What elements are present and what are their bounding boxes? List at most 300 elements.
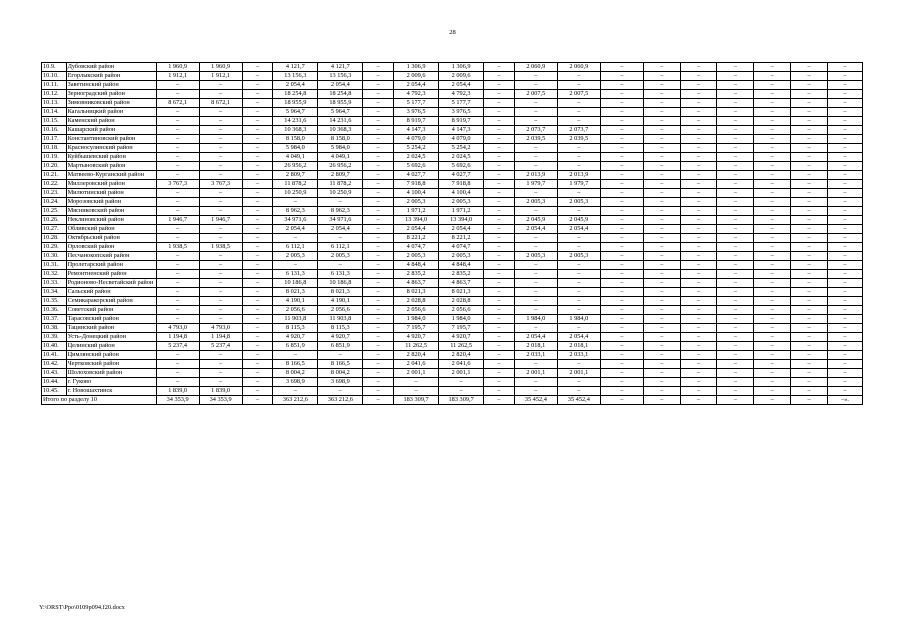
row-value-cell: 2 054,4 [439,81,484,90]
row-value-cell: – [643,270,680,279]
row-value-cell: – [156,306,199,315]
row-value-cell: – [643,171,680,180]
row-value-cell: – [717,144,754,153]
row-code: 10.36. [42,306,67,315]
row-value-cell: – [791,351,828,360]
row-value-cell: – [363,108,394,117]
row-value-cell: 10 250,9 [273,189,318,198]
row-code: 10.44. [42,378,67,387]
table-row [42,306,863,315]
row-district-name: Тарасовский район [66,315,156,324]
row-value-cell: – [828,63,863,72]
row-value-cell: – [600,216,643,225]
row-value-cell: – [242,162,273,171]
row-value-cell: – [791,207,828,216]
row-value-cell: 1 984,0 [394,315,439,324]
table-row [42,189,863,198]
row-value-cell: – [156,315,199,324]
row-district-name: Семикаракорский район [66,297,156,306]
row-value-cell: – [242,171,273,180]
row-value-cell: – [514,81,557,90]
row-value-cell: – [484,315,515,324]
row-value-cell: 2 056,6 [394,306,439,315]
row-code: 10.33. [42,279,67,288]
row-value-cell: – [600,306,643,315]
row-value-cell: 1 306,9 [439,63,484,72]
row-value-cell: 6 131,3 [273,270,318,279]
budget-table [41,62,863,405]
row-value-cell: 10 250,9 [318,189,363,198]
row-value-cell: – [242,81,273,90]
row-value-cell: 1 194,8 [199,333,242,342]
row-value-cell: – [557,99,600,108]
row-value-cell: – [643,243,680,252]
row-value-cell: – [484,225,515,234]
row-code: 10.10. [42,72,67,81]
row-value-cell: 11 903,8 [273,315,318,324]
row-value-cell: 2 001,1 [557,369,600,378]
row-value-cell: – [754,99,791,108]
row-value-cell: – [643,306,680,315]
row-value-cell: 34 971,6 [318,216,363,225]
row-value-cell: 1 938,5 [199,243,242,252]
row-district-name: Орловский район [66,243,156,252]
row-code: 10.17. [42,135,67,144]
row-value-cell: – [680,297,717,306]
total-value-cell: – [754,396,791,405]
row-value-cell: – [363,225,394,234]
row-value-cell: – [754,108,791,117]
row-value-cell: – [242,207,273,216]
row-value-cell: – [717,117,754,126]
row-code: 10.16. [42,126,67,135]
row-value-cell: – [484,387,515,396]
row-value-cell: – [600,126,643,135]
row-value-cell: – [557,324,600,333]
row-value-cell: – [828,144,863,153]
row-value-cell: – [484,288,515,297]
row-value-cell: 2 073,7 [514,126,557,135]
row-code: 10.29. [42,243,67,252]
row-district-name: Каменский район [66,117,156,126]
row-value-cell: – [791,297,828,306]
row-value-cell: – [484,180,515,189]
row-value-cell: – [754,225,791,234]
row-code: 10.41. [42,351,67,360]
row-value-cell: 4 079,0 [394,135,439,144]
row-value-cell: – [484,135,515,144]
row-value-cell: – [643,369,680,378]
row-value-cell: – [156,81,199,90]
table-row [42,270,863,279]
row-value-cell: 4 190,1 [273,297,318,306]
row-value-cell: 5 692,6 [439,162,484,171]
row-value-cell: – [363,171,394,180]
row-value-cell: – [754,342,791,351]
row-value-cell: – [600,387,643,396]
row-value-cell: 2 005,3 [557,252,600,261]
row-code: 10.21. [42,171,67,180]
row-district-name: Заветинский район [66,81,156,90]
row-value-cell: 2 045,9 [557,216,600,225]
row-value-cell: – [484,153,515,162]
row-value-cell: 18 254,8 [273,90,318,99]
row-code: 10.20. [42,162,67,171]
row-value-cell: 8 021,3 [318,288,363,297]
row-district-name: Усть-Донецкий район [66,333,156,342]
row-code: 10.27. [42,225,67,234]
row-value-cell: – [242,135,273,144]
row-value-cell: – [514,243,557,252]
row-value-cell: – [643,234,680,243]
row-value-cell: – [484,108,515,117]
row-value-cell: 2 005,3 [439,198,484,207]
row-value-cell: 2 054,4 [273,81,318,90]
row-value-cell: 2 005,3 [394,252,439,261]
row-value-cell: – [754,144,791,153]
row-value-cell: – [484,342,515,351]
row-value-cell: – [791,162,828,171]
table-row [42,126,863,135]
row-value-cell: – [791,270,828,279]
row-value-cell: – [514,270,557,279]
row-value-cell: – [680,252,717,261]
row-value-cell: – [439,378,484,387]
row-value-cell: – [363,288,394,297]
row-value-cell: – [484,270,515,279]
row-value-cell: 1 194,8 [156,333,199,342]
row-code: 10.37. [42,315,67,324]
row-value-cell: 6 851,9 [273,342,318,351]
row-value-cell: – [484,99,515,108]
row-value-cell: – [600,207,643,216]
row-value-cell: – [199,360,242,369]
row-value-cell: 2 005,3 [557,198,600,207]
row-value-cell: – [199,369,242,378]
row-value-cell: – [242,306,273,315]
row-value-cell: – [828,198,863,207]
row-value-cell: – [199,189,242,198]
row-value-cell: – [791,261,828,270]
row-value-cell: – [199,198,242,207]
row-value-cell: – [828,288,863,297]
row-value-cell: – [242,99,273,108]
row-value-cell: 1 979,7 [514,180,557,189]
row-code: 10.12. [42,90,67,99]
row-value-cell: – [791,333,828,342]
row-value-cell: – [754,216,791,225]
row-code: 10.25. [42,207,67,216]
row-value-cell: – [363,333,394,342]
row-value-cell: – [318,351,363,360]
row-value-cell: – [828,378,863,387]
row-value-cell: 1 984,0 [514,315,557,324]
row-value-cell: 8 166,5 [273,360,318,369]
row-value-cell: – [754,279,791,288]
row-value-cell: – [242,243,273,252]
row-value-cell: 1 946,7 [156,216,199,225]
row-value-cell: – [600,144,643,153]
row-value-cell: – [680,108,717,117]
row-value-cell: – [717,108,754,117]
row-value-cell: – [242,288,273,297]
row-value-cell: 11 878,2 [318,180,363,189]
row-value-cell: – [484,279,515,288]
table-row [42,63,863,72]
row-value-cell: 1 912,1 [156,72,199,81]
row-value-cell: – [791,144,828,153]
row-value-cell: – [754,243,791,252]
row-value-cell: – [680,63,717,72]
row-district-name: Неклиновский район [66,216,156,225]
row-value-cell: 11 903,8 [318,315,363,324]
total-value-cell: – [717,396,754,405]
row-district-name: Морозовский район [66,198,156,207]
row-value-cell: – [156,153,199,162]
row-district-name: Советский район [66,306,156,315]
row-value-cell: – [484,369,515,378]
row-code: 10.35. [42,297,67,306]
total-value-cell: 35 452,4 [514,396,557,405]
row-value-cell: – [557,108,600,117]
row-district-name: Родионово-Несветайский район [66,279,156,288]
row-value-cell: – [643,153,680,162]
row-value-cell: – [242,198,273,207]
row-value-cell: – [717,288,754,297]
row-value-cell: – [680,180,717,189]
row-value-cell: 1 984,0 [439,315,484,324]
row-value-cell: – [514,117,557,126]
table-row [42,252,863,261]
row-value-cell: – [363,243,394,252]
row-value-cell: – [600,369,643,378]
row-value-cell: – [717,279,754,288]
row-value-cell: – [242,117,273,126]
row-value-cell: – [680,225,717,234]
row-value-cell: – [156,126,199,135]
row-value-cell: – [754,333,791,342]
row-value-cell: 4 079,0 [439,135,484,144]
row-value-cell: – [680,279,717,288]
row-value-cell: 3 767,3 [199,180,242,189]
row-value-cell: – [484,261,515,270]
row-value-cell: 5 237,4 [156,342,199,351]
row-value-cell: 2 073,7 [557,126,600,135]
row-value-cell: 4 848,4 [439,261,484,270]
row-value-cell: – [717,324,754,333]
row-value-cell: 10 368,3 [318,126,363,135]
row-value-cell: – [557,288,600,297]
row-value-cell: – [791,387,828,396]
row-value-cell: – [363,306,394,315]
row-value-cell: – [242,63,273,72]
row-value-cell: – [514,324,557,333]
row-value-cell: – [791,279,828,288]
row-value-cell: – [156,261,199,270]
row-value-cell: 2 024,5 [394,153,439,162]
row-value-cell: – [363,387,394,396]
row-value-cell: – [828,333,863,342]
row-value-cell: – [199,117,242,126]
row-value-cell: – [484,252,515,261]
row-value-cell: – [242,153,273,162]
row-value-cell: 8 158,0 [318,135,363,144]
row-value-cell: – [514,378,557,387]
row-value-cell: 8 919,7 [394,117,439,126]
total-value-cell: 183 309,7 [394,396,439,405]
row-value-cell: – [363,63,394,72]
row-value-cell: – [754,81,791,90]
total-label: Итого по разделу 10 [42,396,157,405]
row-value-cell: – [643,315,680,324]
row-value-cell: 13 156,3 [318,72,363,81]
row-value-cell: – [680,342,717,351]
row-value-cell: – [557,72,600,81]
row-value-cell: 2 018,1 [514,342,557,351]
row-value-cell: – [156,252,199,261]
row-value-cell: 2 835,2 [439,270,484,279]
row-value-cell: – [680,81,717,90]
row-value-cell: – [242,342,273,351]
row-value-cell: – [754,171,791,180]
row-value-cell: 2 054,4 [394,225,439,234]
row-value-cell: – [680,261,717,270]
row-value-cell: – [791,324,828,333]
total-row [42,396,863,405]
row-value-cell: 4 121,7 [318,63,363,72]
row-value-cell: – [643,144,680,153]
row-value-cell: – [439,387,484,396]
row-value-cell: 14 231,6 [318,117,363,126]
row-value-cell: – [791,72,828,81]
row-value-cell: – [828,306,863,315]
row-value-cell: – [363,252,394,261]
total-value-cell: –». [828,396,863,405]
document-path: Y:\ORST\Ppo\0109p094.f20.docx [39,604,125,611]
row-value-cell: 3 976,5 [439,108,484,117]
row-value-cell: 4 147,3 [439,126,484,135]
row-value-cell: – [363,297,394,306]
row-value-cell: 1 960,9 [199,63,242,72]
row-value-cell: – [643,63,680,72]
row-value-cell: – [828,180,863,189]
row-value-cell: – [643,162,680,171]
row-value-cell: – [600,270,643,279]
row-code: 10.28. [42,234,67,243]
row-value-cell: 18 955,9 [273,99,318,108]
row-value-cell: – [242,126,273,135]
row-value-cell: – [754,324,791,333]
row-value-cell: – [514,99,557,108]
row-value-cell: – [600,135,643,144]
row-value-cell: 3 976,5 [394,108,439,117]
table-row [42,180,863,189]
row-district-name: Куйбышевский район [66,153,156,162]
row-value-cell: – [643,261,680,270]
row-value-cell: – [199,126,242,135]
row-value-cell: – [680,288,717,297]
row-value-cell: – [242,324,273,333]
row-value-cell: 5 237,4 [199,342,242,351]
row-value-cell: 8 004,2 [318,369,363,378]
row-value-cell: – [199,234,242,243]
table-row [42,369,863,378]
row-value-cell: 34 971,6 [273,216,318,225]
row-value-cell: – [600,288,643,297]
row-value-cell: 8 672,1 [199,99,242,108]
row-value-cell: 2 018,1 [557,342,600,351]
row-value-cell: 2 033,1 [557,351,600,360]
row-value-cell: – [363,324,394,333]
row-value-cell: – [791,252,828,261]
row-value-cell: – [791,135,828,144]
row-value-cell: – [828,243,863,252]
row-value-cell: – [680,171,717,180]
row-value-cell: – [514,72,557,81]
row-value-cell: – [643,72,680,81]
row-value-cell: – [363,72,394,81]
row-value-cell: – [156,117,199,126]
row-value-cell: – [363,261,394,270]
row-value-cell: – [199,135,242,144]
row-value-cell: – [717,378,754,387]
row-value-cell: – [717,261,754,270]
row-value-cell: – [363,189,394,198]
row-value-cell: – [754,126,791,135]
row-value-cell: – [242,360,273,369]
row-value-cell: – [242,270,273,279]
total-value-cell: 363 212,6 [273,396,318,405]
row-value-cell: – [557,306,600,315]
row-value-cell: – [484,162,515,171]
row-value-cell: – [600,234,643,243]
total-value-cell: 34 353,9 [199,396,242,405]
row-value-cell: 4 190,1 [318,297,363,306]
row-value-cell: 2 054,4 [394,81,439,90]
row-value-cell: 6 131,3 [318,270,363,279]
row-value-cell: 5 177,7 [439,99,484,108]
row-value-cell: 4 049,1 [273,153,318,162]
row-value-cell: – [643,99,680,108]
row-value-cell: – [484,243,515,252]
row-value-cell: 1 984,0 [557,315,600,324]
row-value-cell: 4 792,3 [394,90,439,99]
row-value-cell: – [156,90,199,99]
row-value-cell: – [680,207,717,216]
row-value-cell: – [680,324,717,333]
row-value-cell: – [242,252,273,261]
row-value-cell: – [680,189,717,198]
row-value-cell: 8 021,3 [394,288,439,297]
row-value-cell: 2 005,3 [514,252,557,261]
row-value-cell: 1 971,2 [439,207,484,216]
row-value-cell: – [514,108,557,117]
row-value-cell: – [557,261,600,270]
row-value-cell: – [363,153,394,162]
row-value-cell: – [680,117,717,126]
row-value-cell: – [557,207,600,216]
row-value-cell: – [484,297,515,306]
row-district-name: г. Новошахтинск [66,387,156,396]
row-value-cell: – [828,117,863,126]
row-value-cell: – [484,324,515,333]
table-body [42,63,863,405]
row-code: 10.39. [42,333,67,342]
row-value-cell: – [643,126,680,135]
row-district-name: Целинский район [66,342,156,351]
row-value-cell: – [600,243,643,252]
row-value-cell: – [717,369,754,378]
